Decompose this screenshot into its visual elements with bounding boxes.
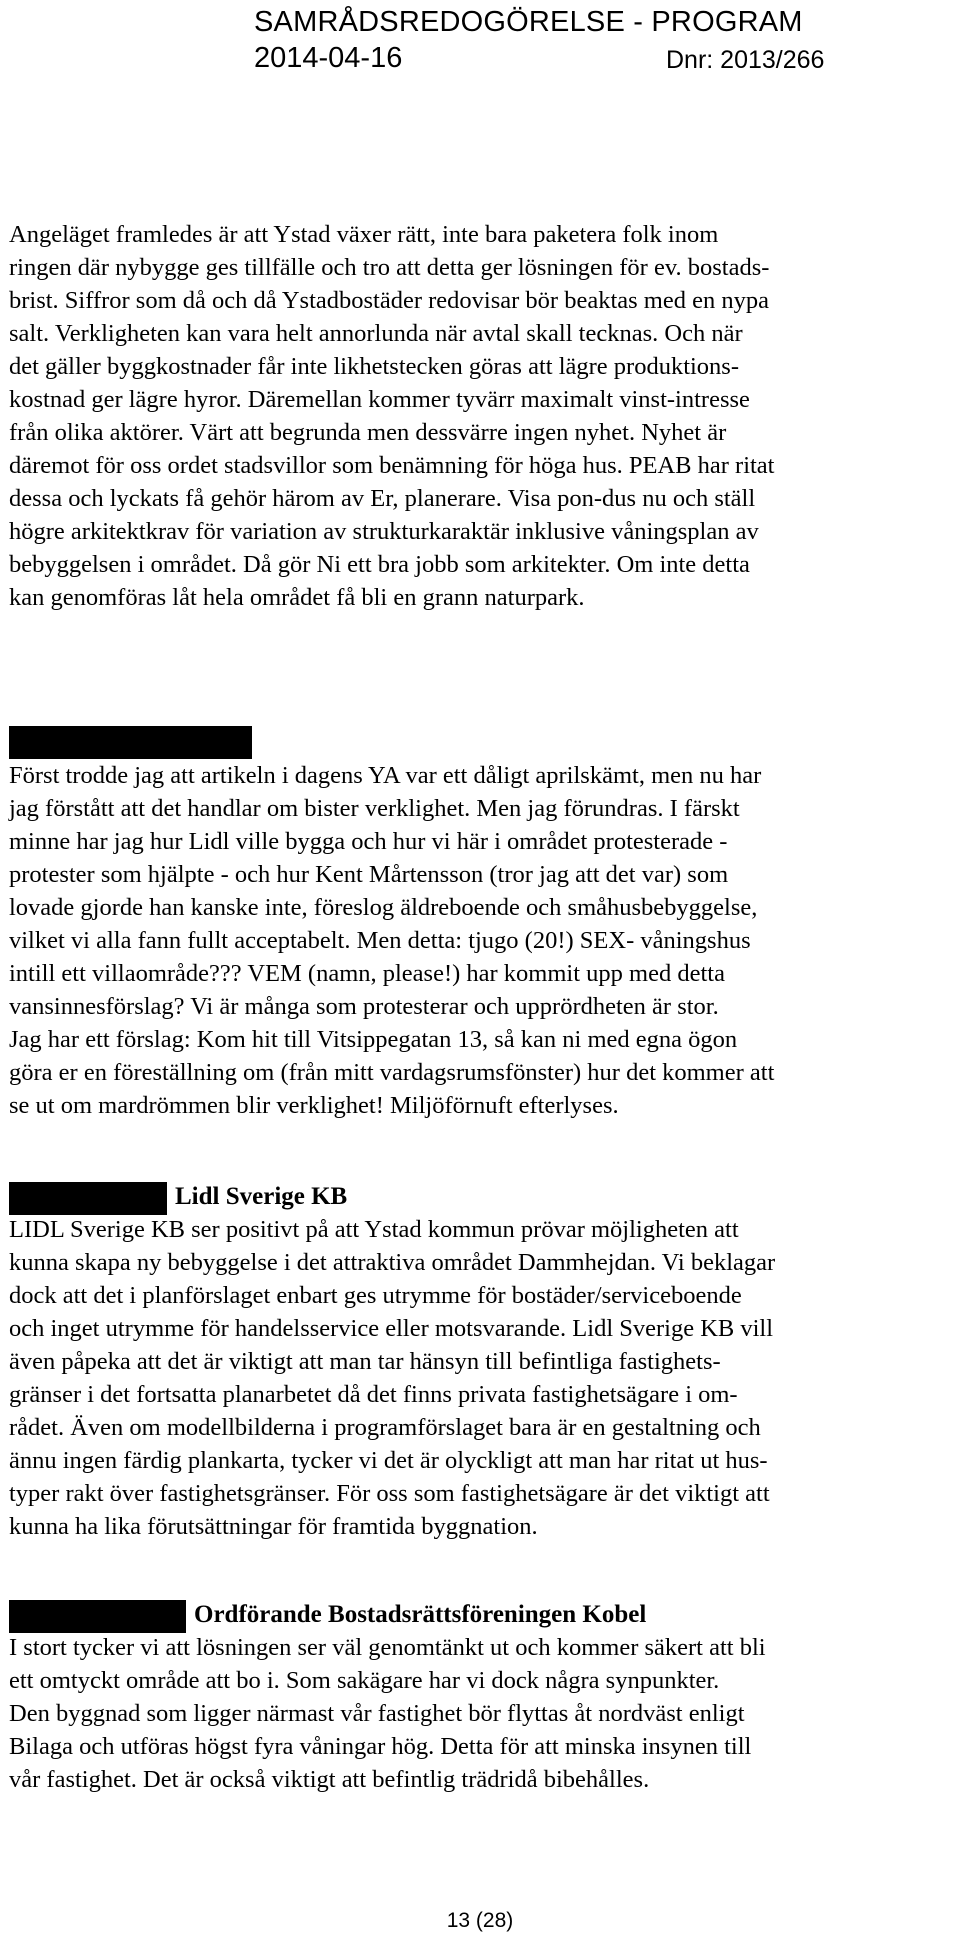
text-line: jag förstått att det handlar om bister verklighet. Men jag förundras. I färskt: [9, 795, 740, 822]
text-line: kan genomföras låt hela området få bli en grann naturpark.: [9, 584, 585, 611]
text-line: och inget utrymme för handelsservice eller motsvarande. Lidl Sverige KB vill: [9, 1315, 774, 1342]
text-line: I stort tycker vi att lösningen ser väl genomtänkt ut och kommer säkert att bli: [9, 1634, 766, 1661]
text-line: dessa och lyckats få gehör härom av Er, planerare. Visa pon-dus nu och ställ: [9, 485, 756, 512]
text-line: bebyggelsen i området. Då gör Ni ett bra jobb som arkitekter. Om inte detta: [9, 551, 750, 578]
text-line: vilket vi alla fann fullt acceptabelt. Men detta: tjugo (20!) SEX- våningshus: [9, 927, 751, 954]
page-number: 13 (28): [446, 1909, 514, 1932]
text-line: Jag har ett förslag: Kom hit till Vitsippegatan 13, så kan ni med egna ögon: [9, 1026, 738, 1053]
text-line: dock att det i planförslaget enbart ges utrymme för bostäder/serviceboende: [9, 1282, 742, 1309]
text-line: Bilaga och utföras högst fyra våningar hög. Detta för att minska insynen till: [9, 1733, 752, 1760]
text-line: från olika aktörer. Värt att begrunda men dessvärre ingen nyhet. Nyhet är: [9, 419, 727, 446]
text-line: gränser i det fortsatta planarbetet då det finns privata fastighetsägare i om-: [9, 1381, 738, 1408]
text-line: även påpeka att det är viktigt att man tar hänsyn till befintliga fastighets-: [9, 1348, 721, 1375]
text-line: göra er en föreställning om (från mitt vardagsrumsfönster) hur det kommer att: [9, 1059, 775, 1086]
text-line: typer rakt över fastighetsgränser. För oss som fastighetsägare är det viktigt att: [9, 1480, 770, 1507]
text-line: Angeläget framledes är att Ystad växer rätt, inte bara paketera folk inom: [9, 221, 719, 248]
text-line: protester som hjälpte - och hur Kent Mårtensson (tror jag att det var) som: [9, 861, 729, 888]
comment-paragraph-2: [9, 759, 957, 1122]
text-line: minne har jag hur Lidl ville bygga och hur vi här i området protesterade -: [9, 828, 728, 855]
comment-paragraph-1: [9, 218, 957, 614]
text-line: kunna skapa ny bebyggelse i det attraktiva området Dammhejdan. Vi beklagar: [9, 1249, 776, 1276]
text-line: se ut om mardrömmen blir verklighet! Miljöförnuft efterlyses.: [9, 1092, 619, 1119]
text-line: kostnad ger lägre hyror. Däremellan kommer tyvärr maximalt vinst-intresse: [9, 386, 750, 413]
text-line: Först trodde jag att artikeln i dagens YA var ett dåligt aprilskämt, men nu har: [9, 762, 762, 789]
section-heading-kobel: Ordförande Bostadsrättsföreningen Kobel: [194, 1601, 647, 1628]
text-line: ännu ingen färdig plankarta, tycker vi det är olyckligt att man har ritat ut hus-: [9, 1447, 768, 1474]
document-date: 2014-04-16: [254, 42, 403, 74]
text-line: ringen där nybygge ges tillfälle och tro att detta ger lösningen för ev. bostads-: [9, 254, 770, 281]
comment-paragraph-kobel: [9, 1631, 957, 1796]
redacted-name: [9, 1182, 167, 1215]
text-line: rådet. Även om modellbilderna i programförslaget bara är en gestaltning och: [9, 1414, 761, 1441]
document-title: SAMRÅDSREDOGÖRELSE - PROGRAM: [254, 6, 803, 38]
document-reference-number: Dnr: 2013/266: [666, 46, 825, 74]
document-header: [254, 6, 894, 76]
text-line: högre arkitektkrav för variation av strukturkaraktär inklusive våningsplan av: [9, 518, 759, 545]
text-line: Den byggnad som ligger närmast vår fastighet bör flyttas åt nordväst enligt: [9, 1700, 745, 1727]
redacted-name: [9, 1600, 186, 1633]
text-line: ett omtyckt område att bo i. Som sakägare har vi dock några synpunkter.: [9, 1667, 720, 1694]
text-line: kunna ha lika förutsättningar för framtida byggnation.: [9, 1513, 538, 1540]
text-line: vår fastighet. Det är också viktigt att befintlig trädridå bibehålles.: [9, 1766, 650, 1793]
header-meta-row: [254, 42, 894, 76]
text-line: däremot för oss ordet stadsvillor som benämning för höga hus. PEAB har ritat: [9, 452, 775, 479]
text-line: intill ett villaområde??? VEM (namn, please!) har kommit upp med detta: [9, 960, 725, 987]
redacted-name: [9, 726, 252, 759]
text-line: lovade gjorde han kanske inte, föreslog äldreboende och småhusbebyggelse,: [9, 894, 758, 921]
text-line: salt. Verkligheten kan vara helt annorlunda när avtal skall tecknas. Och när: [9, 320, 743, 347]
section-heading-lidl: Lidl Sverige KB: [175, 1183, 348, 1210]
text-line: LIDL Sverige KB ser positivt på att Ystad kommun prövar möjligheten att: [9, 1216, 739, 1243]
comment-paragraph-lidl: [9, 1213, 957, 1543]
text-line: det gäller byggkostnader får inte likhetstecken göras att lägre produktions-: [9, 353, 739, 380]
text-line: brist. Siffror som då och då Ystadbostäder redovisar bör beaktas med en nypa: [9, 287, 769, 314]
text-line: vansinnesförslag? Vi är många som protesterar och upprördheten är stor.: [9, 993, 719, 1020]
